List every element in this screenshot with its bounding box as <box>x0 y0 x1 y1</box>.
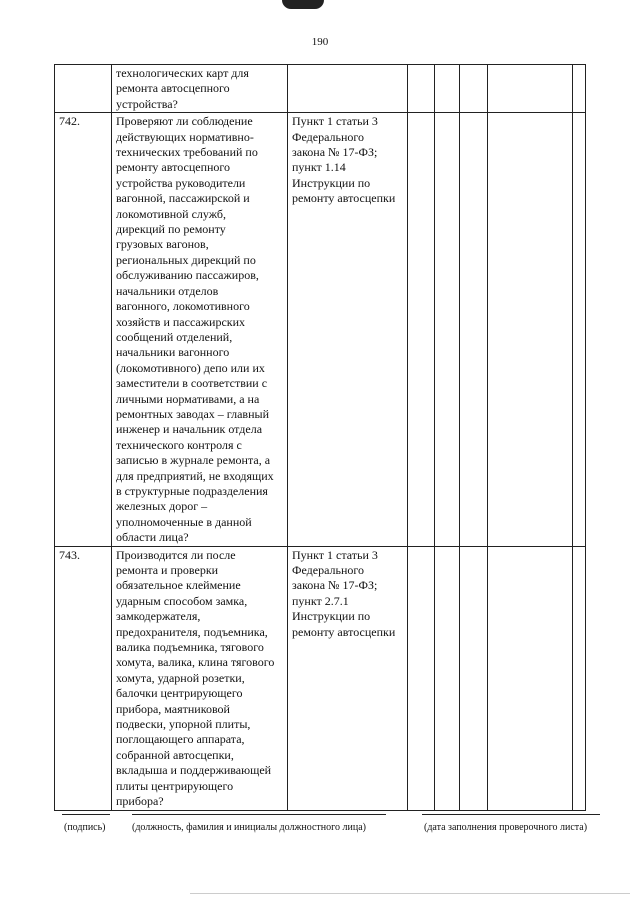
table-row <box>55 65 586 113</box>
comment-cell[interactable] <box>488 65 573 113</box>
signature-line <box>62 814 110 815</box>
table-row <box>55 546 586 810</box>
signature-caption: (подпись) <box>64 822 106 833</box>
question-text: технологических карт для ремонта автосцепного устройства? <box>112 65 288 113</box>
row-number <box>55 65 112 113</box>
row-number: 743. <box>55 546 112 810</box>
extra-cell <box>573 65 586 113</box>
extra-cell <box>573 546 586 810</box>
answer-yes-cell[interactable] <box>408 113 435 546</box>
checklist-table <box>54 64 586 811</box>
answer-no-cell[interactable] <box>435 113 460 546</box>
reference-text: Пункт 1 статьи 3 Федерального закона № 17-ФЗ; пункт 1.14 Инструкции по ремонту автосцепки <box>288 113 408 546</box>
comment-cell[interactable] <box>488 113 573 546</box>
date-caption: (дата заполнения проверочного листа) <box>424 822 588 833</box>
answer-yes-cell[interactable] <box>408 546 435 810</box>
answer-no-cell[interactable] <box>435 65 460 113</box>
table-row <box>55 113 586 546</box>
answer-yes-cell[interactable] <box>408 65 435 113</box>
scan-artifact <box>282 0 324 9</box>
question-text: Производится ли после ремонта и проверки обязательное клеймение ударным способом замка, замкодержателя, предохранителя, подъемника, валика подъемника, тягового хомута, валика, клина тягового хомута, ударной розетки, балочки центрирующего прибора, маятниковой подвески, упорной плиты, поглощающего аппарата, собранной автосцепки, вкладыша и поддерживающей плиты центрирующего прибора? <box>112 546 288 810</box>
answer-na-cell[interactable] <box>460 113 488 546</box>
reference-text: Пункт 1 статьи 3 Федерального закона № 17-ФЗ; пункт 2.7.1 Инструкции по ремонту автосцепки <box>288 546 408 810</box>
answer-na-cell[interactable] <box>460 546 488 810</box>
question-text: Проверяют ли соблюдение действующих нормативно- технических требований по ремонту автосцепного устройства руководители вагонной, пассажирской и локомотивной служб, дирекций по ремонту грузовых вагонов, региональных дирекций по обслуживанию пассажиров, начальники отделов вагонного, локомотивного хозяйств и пассажирских сообщений отделений, начальники вагонного (локомотивного) депо или их заместители в соответствии с личными нормативами, а на ремонтных заводах – главный инженер и начальник отдела технического контроля с записью в журнале ремонта, а для предприятий, не входящих в структурные подразделения железных дорог – уполномоченные в данной области лица? <box>112 113 288 546</box>
scan-edge-line <box>190 893 630 894</box>
extra-cell <box>573 113 586 546</box>
position-name-caption: (должность, фамилия и инициалы должностного лица) <box>132 822 366 833</box>
date-line <box>422 814 600 815</box>
reference-text <box>288 65 408 113</box>
answer-no-cell[interactable] <box>435 546 460 810</box>
page-number: 190 <box>311 36 329 48</box>
position-name-line <box>132 814 386 815</box>
row-number: 742. <box>55 113 112 546</box>
answer-na-cell[interactable] <box>460 65 488 113</box>
comment-cell[interactable] <box>488 546 573 810</box>
